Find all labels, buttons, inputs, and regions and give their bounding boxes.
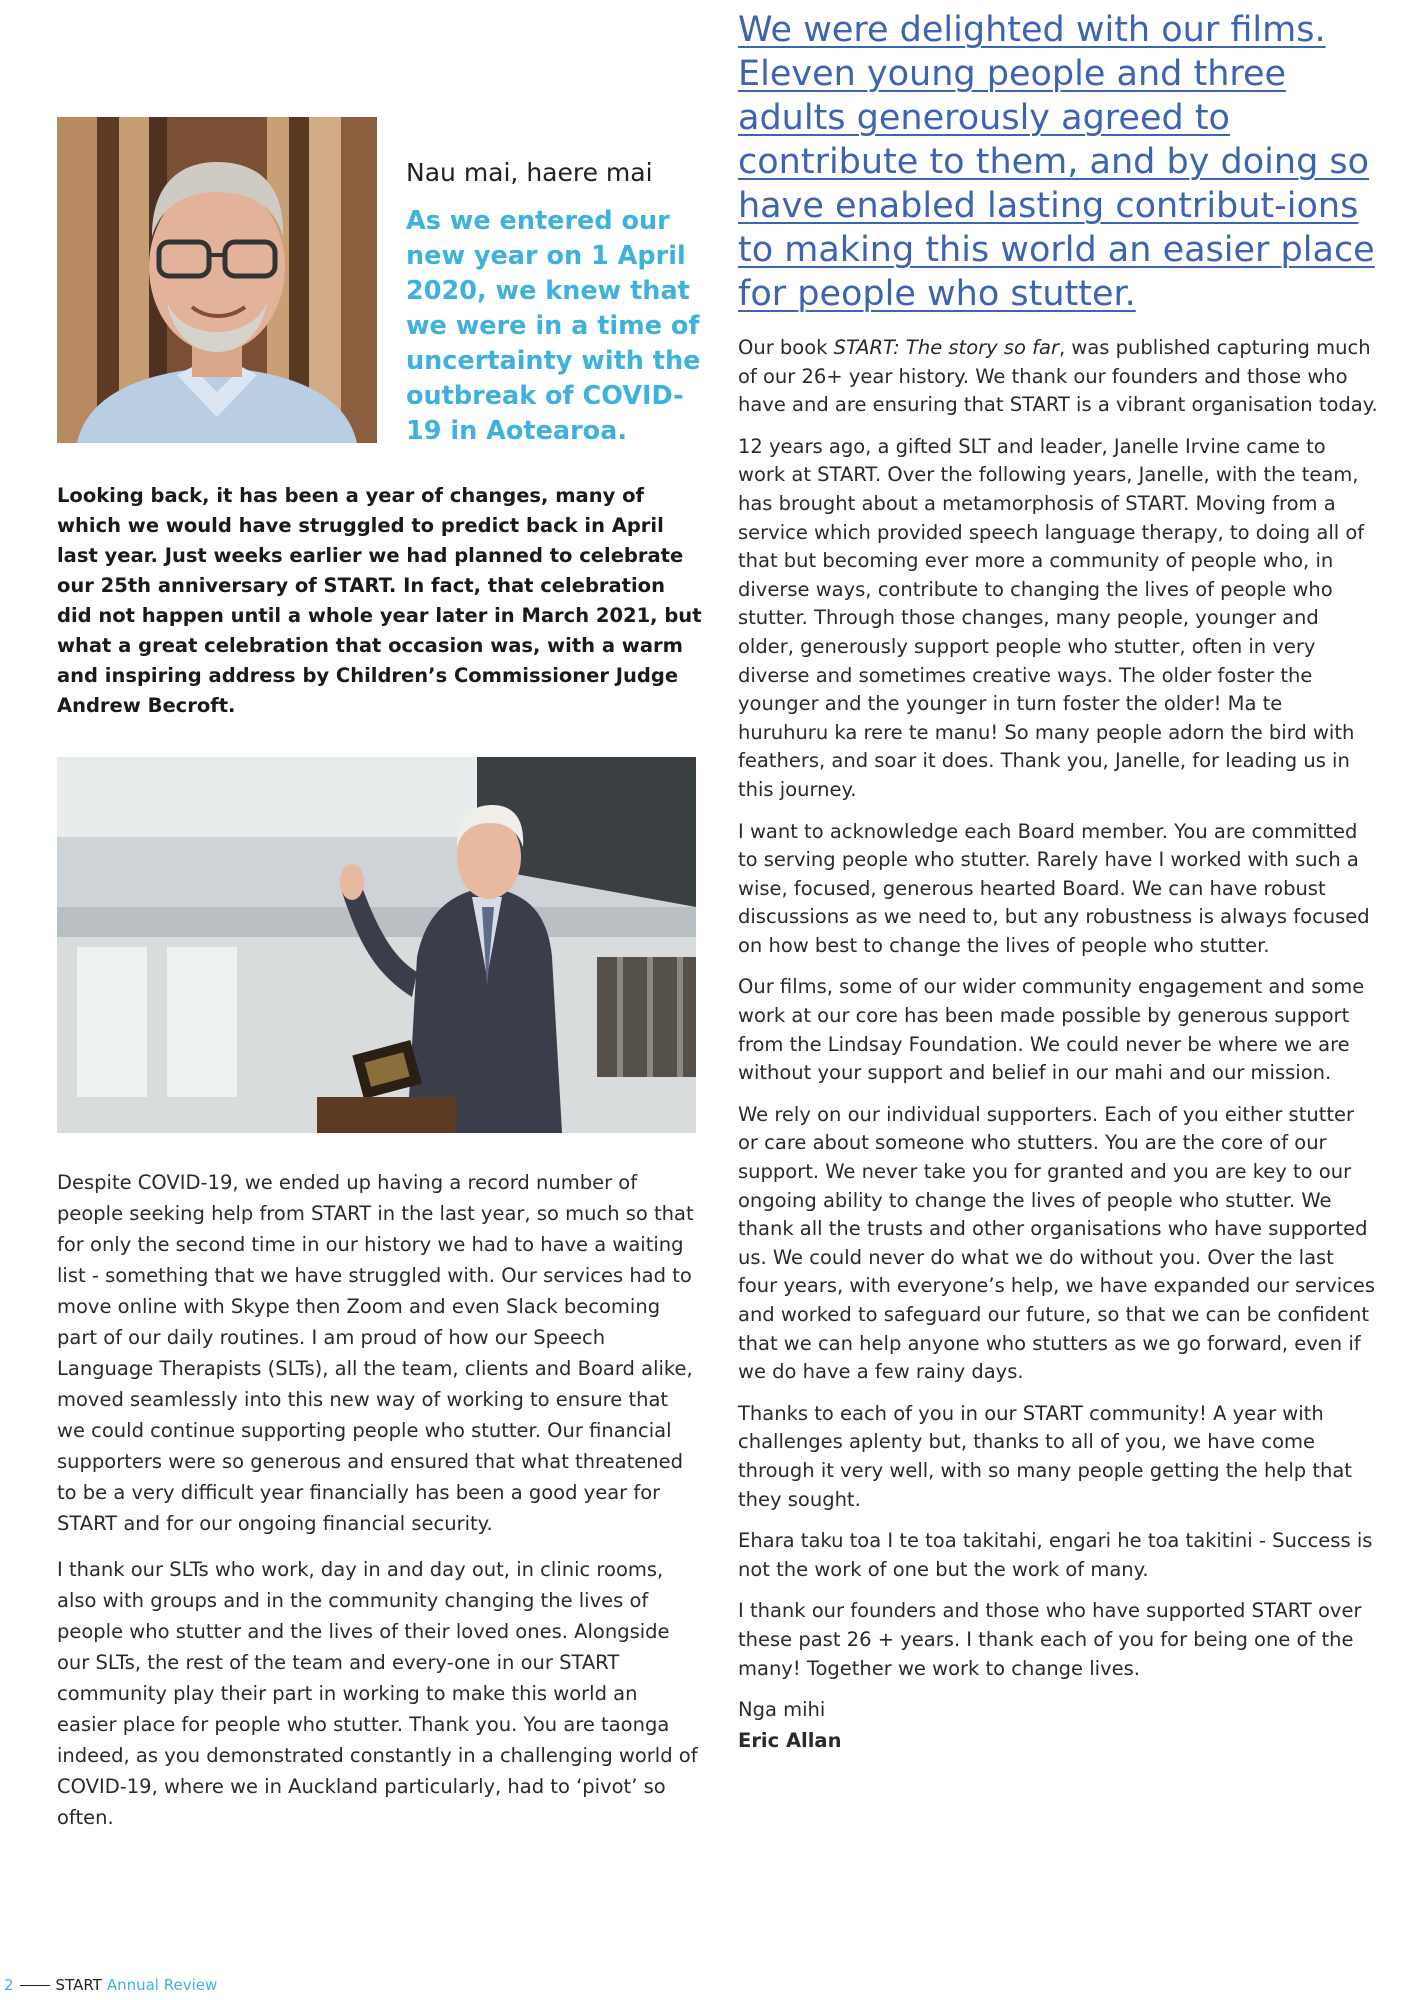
book-intro-text: Our book: [738, 336, 834, 359]
board-paragraph: I want to acknowledge each Board member. You are committed to serving people who stutter. Rarely have I worked with such a wise, focused, generous hearted Board. We can have robust discussions as we need to, but any robustness is always focused on how best to change the lives of people who stutter.: [738, 819, 1370, 957]
signatory-name: Eric Allan: [738, 1728, 842, 1752]
intro-quote: As we entered our new year on 1 April 2020, we knew that we were in a time of uncertainty with the outbreak of COVID-19 in Aotearoa.: [406, 206, 701, 446]
right-body-text: [738, 334, 1378, 1768]
janelle-paragraph: 12 years ago, a gifted SLT and leader, Janelle Irvine came to work at START. Over the following years, Janelle, with the team, has brought about a metamorphosis of START. Moving from a service which provided speech language therapy, to doing all of that but becoming ever more a community of people who, in diverse ways, contribute to changing the lives of people who stutter. Through those changes, many people, younger and older, generously support people who stutter, often in very diverse and sometimes creative ways. The older foster the younger and the younger in turn foster the older! Ma te huruhuru ka rere te manu! So many people adorn the bird with feathers, and soar it does. Thank you, Janelle, for leading us in this journey.: [738, 434, 1365, 801]
footer-subtitle: Annual Review: [106, 1976, 218, 1994]
speaker-photo: [57, 757, 696, 1133]
greeting-heading: Nau mai, haere mai: [406, 158, 653, 187]
page-number: 2: [4, 1976, 14, 1994]
book-paragraph: [738, 334, 1378, 420]
films-support-paragraph: Our films, some of our wider community engagement and some work at our core has been made possible by generous support from the Lindsay Foundation. We could never be where we are without your support and belief in our mahi and our mission.: [738, 975, 1365, 1085]
footer-rule: [20, 1985, 50, 1986]
book-title: START: The story so far: [833, 336, 1060, 359]
book-description: , was published capturing much of our 26+ year history. We thank our founders and those who have and are ensuring that START is a vibrant organisation today.: [738, 336, 1378, 417]
footer-brand: START: [55, 1976, 102, 1994]
intro-bold-paragraph: Looking back, it has been a year of changes, many of which we would have struggled to predict back in April last year. Just weeks earlier we had planned to celebrate our 25th anniversary of START. In fact, that celebration did not happen until a whole year later in March 2021, but what a great celebration that occasion was, with a warm and inspiring address by Children’s Commissioner Judge Andrew Becroft.: [57, 484, 702, 717]
community-thanks-paragraph: Thanks to each of you in our START community! A year with challenges aplenty but, thanks to all of you, we have come through it very well, with so many people getting the help that they sought.: [738, 1401, 1352, 1511]
left-body-text: [57, 1167, 702, 1848]
slt-thanks-paragraph: I thank our SLTs who work, day in and day out, in clinic rooms, also with groups and in the community changing the lives of people who stutter and the lives of their loved ones. Alongside our SLTs, the rest of the team and every-one in our START community play their part in working to make this world an easier place for people who stutter. Thank you. You are taonga indeed, as you demonstrated constantly in a challenging world of COVID-19, where we in Auckland particularly, had to ‘pivot’ so often.: [57, 1558, 698, 1829]
page-footer: [4, 1976, 217, 1994]
supporters-paragraph: We rely on our individual supporters. Each of you either stutter or care about someone who stutters. You are the core of our support. We never take you for granted and you are key to our ongoing ability to change the lives of people who stutter. We thank all the trusts and other organisations who have supported us. We could never do what we do without you. Over the last four years, with everyone’s help, we have expanded our services and worked to safeguard our future, so that we can be confident that we can help anyone who stutters as we go forward, even if we do have a few rainy days.: [738, 1102, 1376, 1384]
founders-paragraph: I thank our founders and those who have supported START over these past 26 + years. I thank each of you for being one of the many! Together we work to change lives.: [738, 1599, 1362, 1680]
films-pull-quote: We were delighted with our films. Eleven young people and three adults generously agreed to contribute to them, and by doing so have enabled lasting contribut-ions to making this world an easier place for people who stutter.: [738, 10, 1375, 314]
proverb-paragraph: Ehara taku toa I te toa takitahi, engari he toa takitini - Success is not the work of one but the work of many.: [738, 1529, 1373, 1581]
sign-off-greeting: Nga mihi: [738, 1698, 826, 1722]
covid-paragraph: Despite COVID-19, we ended up having a record number of people seeking help from START in the last year, so much so that for only the second time in our history we had to have a waiting list - something that we have struggled with. Our services had to move online with Skype then Zoom and even Slack becoming part of our daily routines. I am proud of how our Speech Language Therapists (SLTs), all the team, clients and Board alike, moved seamlessly into this new way of working to ensure that we could continue supporting people who stutter. Our financial supporters were so generous and ensured that what threatened to be a very difficult year financially has been a good year for START and for our ongoing financial security.: [57, 1171, 694, 1535]
portrait-photo: [57, 117, 377, 443]
